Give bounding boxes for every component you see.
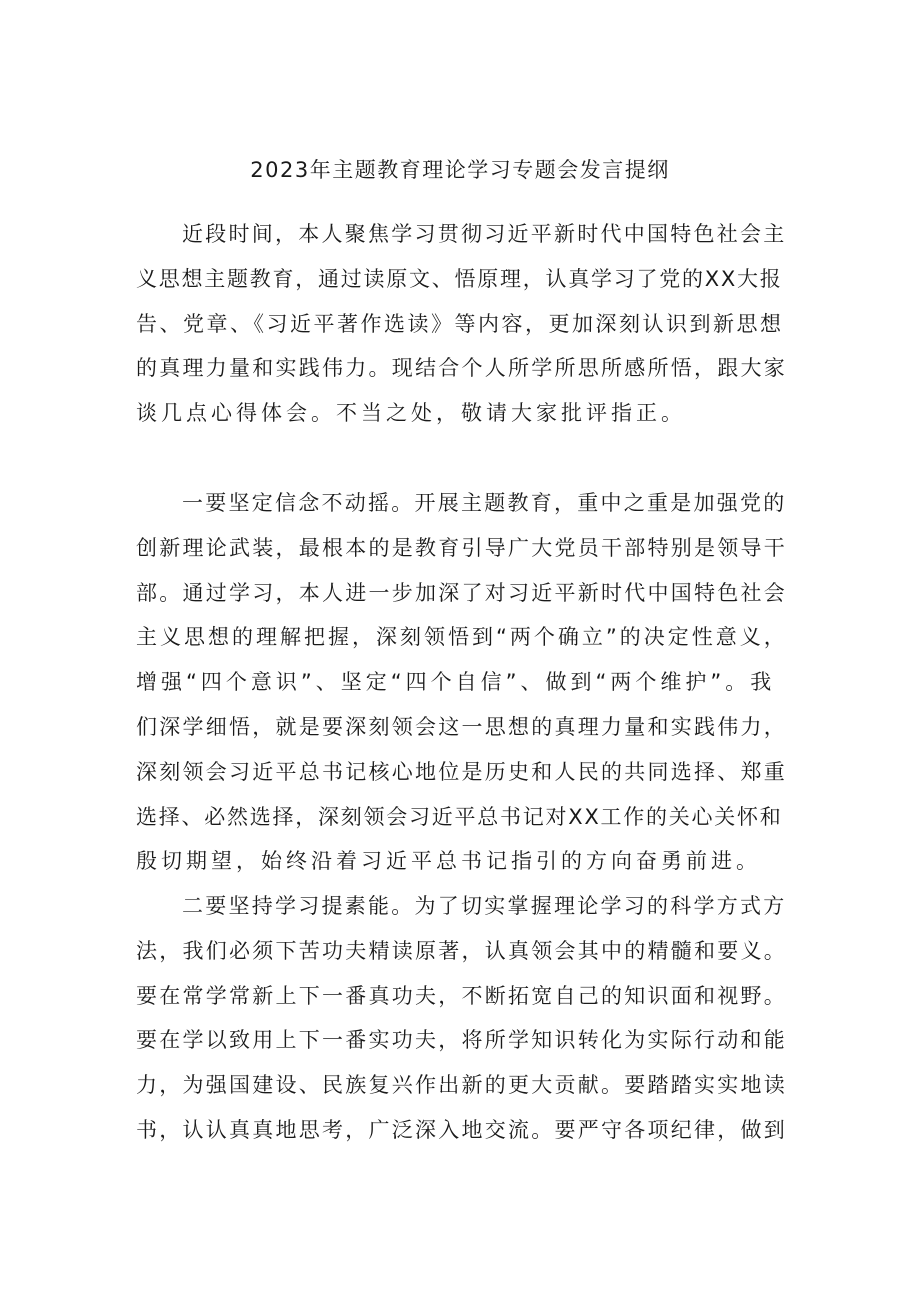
paragraph-line: 选择、必然选择，深刻领会习近平总书记对XX工作的关心关怀和	[136, 804, 783, 829]
paragraph-line: 一要坚定信念不动摇。开展主题教育，重中之重是加强党的	[182, 491, 787, 515]
paragraph-line: 近段时间，本人聚焦学习贯彻习近平新时代中国特色社会主	[182, 222, 787, 246]
paragraph-line: 力，为强国建设、民族复兴作出新的更大贡献。要踏踏实实地读	[136, 1073, 787, 1098]
paragraph-line: 要在常学常新上下一番真功夫，不断拓宽自己的知识面和视野。	[136, 983, 787, 1008]
paragraph-line: 们深学细悟，就是要深刻领会这一思想的真理力量和实践伟力，	[136, 714, 787, 739]
paragraph-line: 义思想主题教育，通过读原文、悟原理，认真学习了党的XX大报	[136, 266, 783, 291]
paragraph-line: 二要坚持学习提素能。为了切实掌握理论学习的科学方式方	[182, 894, 787, 918]
paragraph-line: 书，认认真真地思考，广泛深入地交流。要严守各项纪律，做到	[136, 1117, 787, 1142]
paragraph-point-one	[136, 481, 788, 884]
paragraph-line: 主义思想的理解把握，深刻领悟到“两个确立”的决定性意义，	[136, 625, 788, 650]
paragraph-line: 创新理论武装，最根本的是教育引导广大党员干部特别是领导干	[136, 535, 787, 560]
paragraph-line: 深刻领会习近平总书记核心地位是历史和人民的共同选择、郑重	[136, 759, 787, 784]
paragraph-line: 谈几点心得体会。不当之处，敬请大家批评指正。	[136, 401, 686, 426]
paragraph-line: 的真理力量和实践伟力。现结合个人所学所思所感所悟，跟大家	[136, 356, 787, 381]
paragraph-line: 殷切期望，始终沿着习近平总书记指引的方向奋勇前进。	[136, 849, 761, 874]
paragraph-line: 告、党章、《习近平著作选读》等内容，更加深刻认识到新思想	[136, 311, 784, 336]
paragraph-intro	[136, 212, 788, 436]
paragraph-line: 法，我们必须下苦功夫精读原著，认真领会其中的精髓和要义。	[136, 938, 787, 963]
document-title: 2023年主题教育理论学习专题会发言提纲	[250, 158, 670, 182]
paragraph-line: 要在学以致用上下一番实功夫，将所学知识转化为实际行动和能	[136, 1028, 787, 1053]
paragraph-point-two	[136, 884, 788, 1153]
paragraph-line: 部。通过学习，本人进一步加深了对习近平新时代中国特色社会	[136, 580, 787, 605]
paragraph-line: 增强“四个意识”、坚定“四个自信”、做到“两个维护”。我	[136, 670, 776, 695]
